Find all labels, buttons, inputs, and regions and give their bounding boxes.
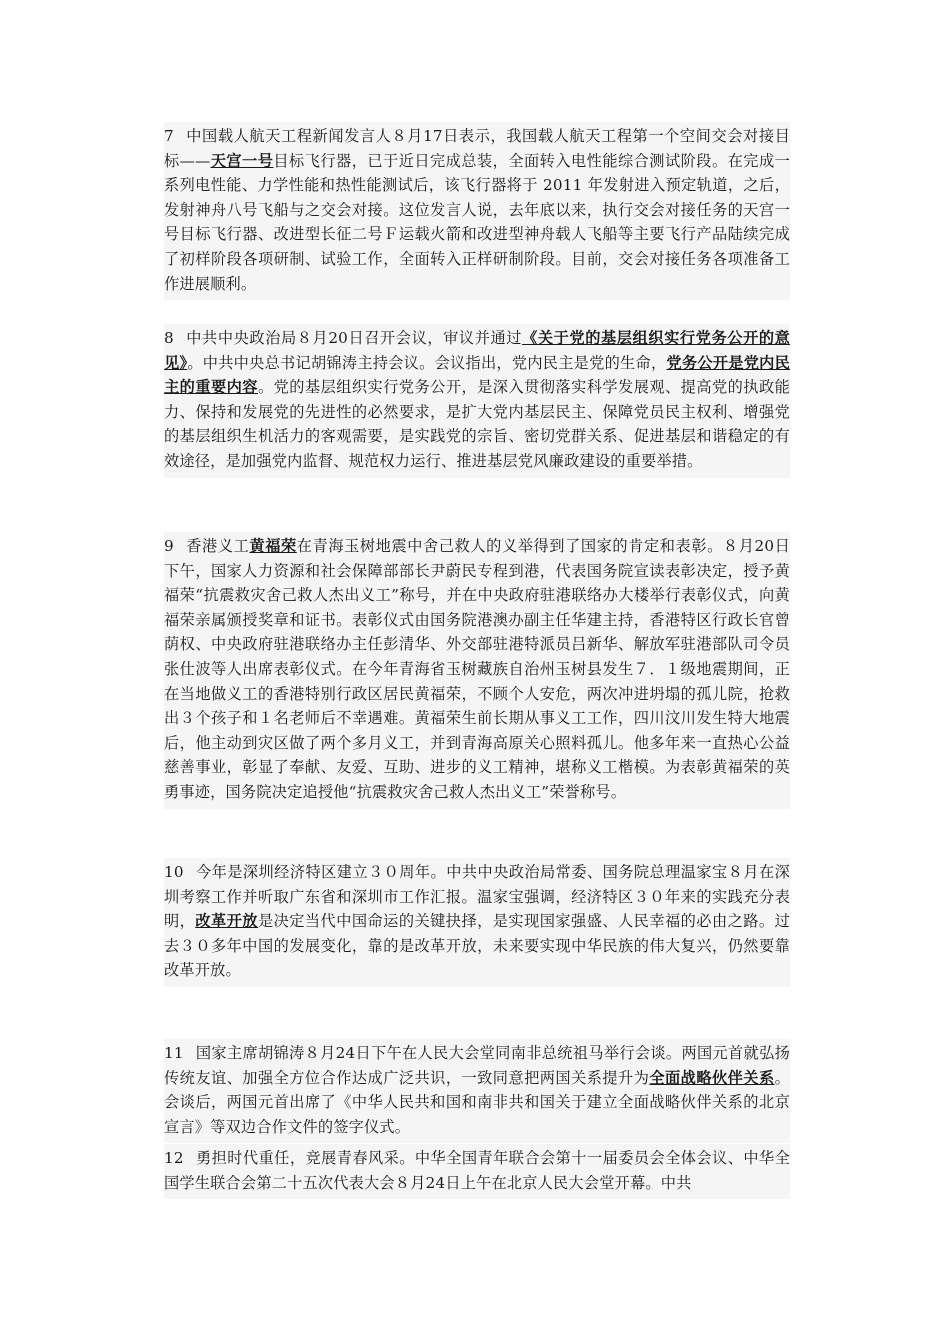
paragraph-10 [164,858,790,987]
paragraph-text: 是决定当代中国命运的关键抉择，是实现国家强盛、人民幸福的必由之路。过去３０多年中国的发展变化，靠的是改革开放，未来要实现中华民族的伟大复兴，仍然要靠改革开放。 [164,912,790,980]
paragraph-number: 7 [164,127,174,145]
highlighted-keyword: 改革开放 [195,912,258,931]
highlighted-keyword: 党务公开是党内民主的重要内容 [164,353,790,397]
paragraph-text: 目标飞行器，已于近日完成总装，全面转入电性能综合测试阶段。在完成一系列电性能、力学性能和热性能测试后，该飞行器将于 2011 年发射进入预定轨道，之后，发射神舟八号飞船与之交会对接。这位发言人说，去年底以来，执行交会对接任务的天宫一号目标飞行器、改进型长征二号Ｆ运载火箭和改进型神舟载人飞船等主要飞行产品陆续完成了初样阶段各项研制、试验工作，全面转入正样研制阶段。目前，交会对接任务各项准备工作进展顺利。 [164,151,790,293]
paragraph-number: 8 [164,329,174,347]
highlighted-keyword: 黄福荣 [249,537,297,555]
paragraph-11 [164,1039,790,1143]
highlighted-keyword: 《关于党的基层组织实行党务公开的意见》 [164,329,790,372]
paragraph-text: 勇担时代重任，竞展青春风采。中华全国青年联合会第十一届委员会全体会议、中华全国学生联合会第二十五次代表大会８月24日上午在北京人民大会堂开幕。中共 [164,1149,790,1192]
paragraph-number: 9 [164,537,174,555]
paragraph-text: 中国载人航天工程新闻发言人８月17日表示，我国载人航天工程第一个空间交会对接目标—— [164,127,790,170]
highlighted-keyword: 全面战略伙伴关系 [649,1068,775,1087]
paragraph-number: 12 [164,1149,184,1167]
paragraph-number: 10 [164,863,184,881]
paragraph-number: 11 [164,1044,184,1062]
paragraph-9 [164,532,790,809]
paragraph-text: 。会谈后，两国元首出席了《中华人民共和国和南非共和国关于建立全面战略伙伴关系的北京宣言》等双边合作文件的签字仪式。 [164,1068,790,1136]
paragraph-12 [164,1144,790,1199]
paragraph-text: 中共中央政治局８月20日召开会议，审议并通过 [185,329,523,347]
paragraph-text: 在青海玉树地震中舍己救人的义举得到了国家的肯定和表彰。８月20日下午，国家人力资源和社会保障部部长尹蔚民专程到港，代表国务院宣读表彰决定，授予黄福荣“抗震救灾舍己救人杰出义工”称号，并在中央政府驻港联络办大楼举行表彰仪式，向黄福荣亲属颁授奖章和证书。表彰仪式由国务院港澳办副主任华建主持，香港特区行政长官曾荫权、中央政府驻港联络办主任彭清华、外交部驻港特派员吕新华、解放军驻港部队司令员张仕波等人出席表彰仪式。在今年青海省玉树藏族自治州玉树县发生７．１级地震期间，正在当地做义工的香港特别行政区居民黄福荣，不顾个人安危，两次冲进坍塌的孤儿院，抢救出３个孩子和１名老师后不幸遇难。黄福荣生前长期从事义工工作，四川汶川发生特大地震后，他主动到灾区做了两个多月义工，并到青海高原关心照料孤儿。他多年来一直热心公益慈善事业，彰显了奉献、友爱、互助、进步的义工精神，堪称义工楷模。为表彰黄福荣的英勇事迹，国务院决定追授他“抗震救灾舍己救人杰出义工”荣誉称号。 [164,537,790,801]
paragraph-text: 。党的基层组织实行党务公开，是深入贯彻落实科学发展观、提高党的执政能力、保持和发展党的先进性的必然要求，是扩大党内基层民主、保障党员民主权利、增强党的基层组织生机活力的客观需要，是实践党的宗旨、密切党群关系、促进基层和谐稳定的有效途径，是加强党内监督、规范权力运行、推进基层党风廉政建设的重要举措。 [164,378,790,470]
paragraph-text: 。中共中央总书记胡锦涛主持会议。会议指出，党内民主是党的生命， [187,353,667,372]
paragraph-text: 国家主席胡锦涛８月24日下午在人民大会堂同南非总统祖马举行会谈。两国元首就弘扬传统友谊、加强全方位合作达成广泛共识，一致同意把两国关系提升为 [164,1044,790,1087]
highlighted-keyword: 天宫一号 [210,151,274,170]
paragraph-text: 今年是深圳经济特区建立３０周年。中共中央政治局常委、国务院总理温家宝８月在深圳考察工作并听取广东省和深圳市工作汇报。温家宝强调，经济特区３０年来的实践充分表明， [164,863,790,931]
paragraph-8 [164,324,790,478]
paragraph-7 [164,122,790,300]
paragraph-text: 香港义工 [185,537,250,555]
